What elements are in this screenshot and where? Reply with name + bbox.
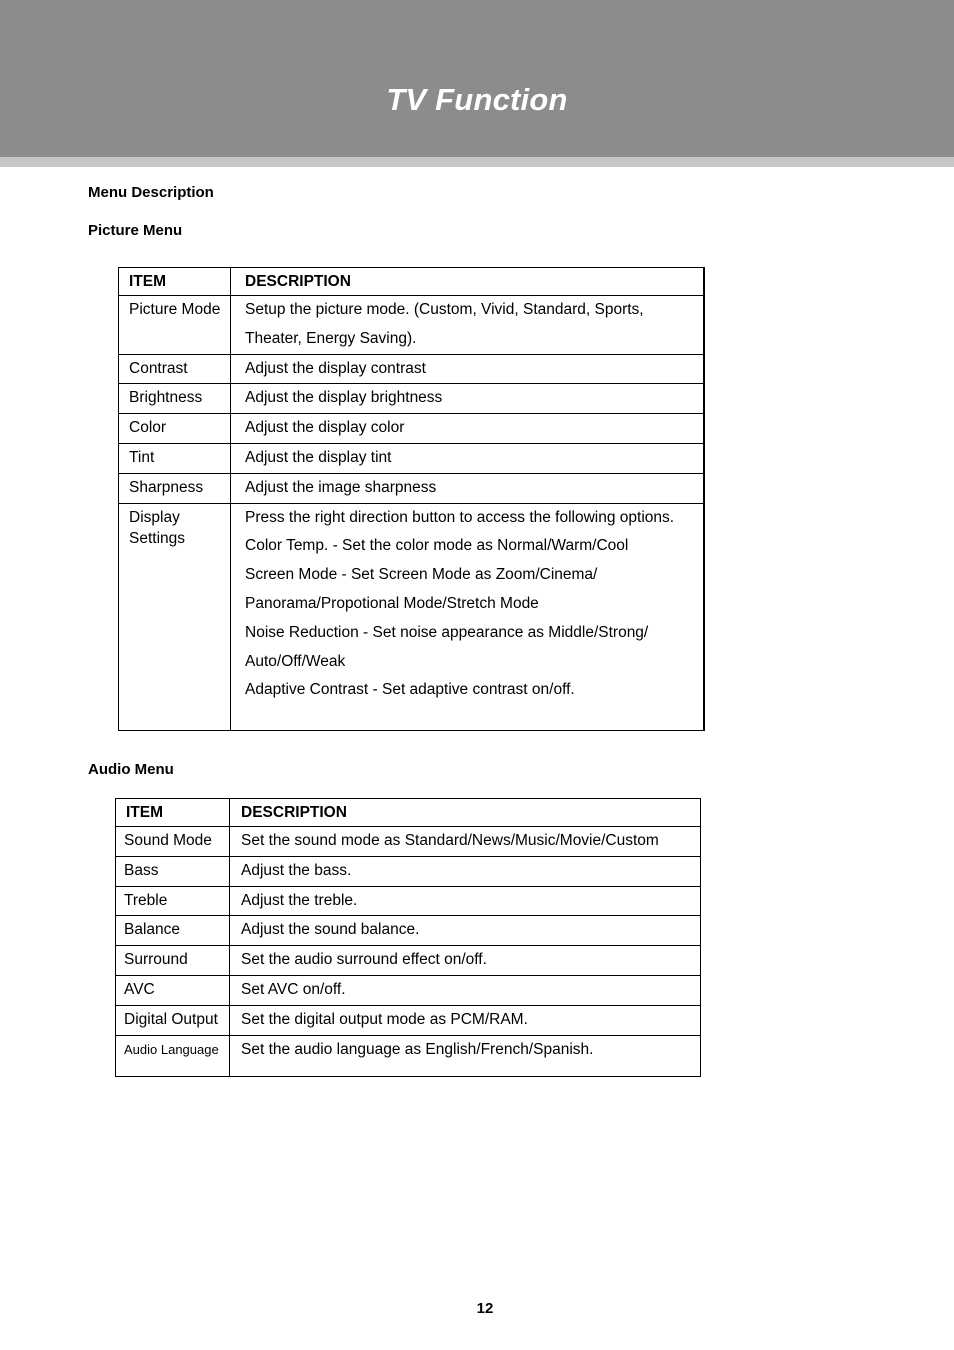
- row-item: AVC: [124, 980, 155, 998]
- row-description-line: Screen Mode - Set Screen Mode as Zoom/Cinema/: [245, 566, 598, 584]
- row-description-line: Auto/Off/Weak: [245, 652, 346, 670]
- table-row: [119, 443, 705, 473]
- audio-menu-table: [115, 798, 701, 1077]
- row-item: Picture Mode: [129, 301, 221, 318]
- row-description-line: Adjust the display color: [245, 419, 405, 437]
- row-description-line: Adjust the bass.: [241, 861, 352, 879]
- audio-menu-heading: Audio Menu: [88, 761, 174, 778]
- row-item: Surround: [124, 951, 188, 969]
- row-item: Audio Language: [124, 1041, 219, 1057]
- row-description-line: Set the audio language as English/French/Spanish.: [241, 1040, 594, 1058]
- table-row: [116, 946, 701, 976]
- table-row: [119, 296, 705, 355]
- table-row: [119, 473, 705, 503]
- header-band: [0, 0, 954, 157]
- row-item: Brightness: [129, 389, 203, 407]
- table-header-row: [119, 268, 705, 296]
- page-title: TV Function: [386, 82, 568, 117]
- row-description-line: Set the digital output mode as PCM/RAM.: [241, 1010, 528, 1028]
- row-item: Treble: [124, 891, 168, 909]
- row-description-line: Adjust the display brightness: [245, 389, 443, 407]
- column-header-item: ITEM: [129, 273, 167, 290]
- row-item: Bass: [124, 861, 159, 879]
- page-number: 12: [476, 1300, 494, 1317]
- row-description-line: Set AVC on/off.: [241, 980, 346, 998]
- table-row: [116, 1005, 701, 1035]
- column-header-description: DESCRIPTION: [241, 804, 347, 821]
- row-description-line: Set the audio surround effect on/off.: [241, 951, 487, 969]
- row-item: Tint: [129, 448, 155, 466]
- row-description-line: Noise Reduction - Set noise appearance as Middle/Strong/: [245, 623, 649, 641]
- row-description-line: Adjust the sound balance.: [241, 921, 420, 939]
- table-row: [119, 503, 705, 731]
- row-description-line: Adaptive Contrast - Set adaptive contrast on/off.: [245, 681, 575, 699]
- section-title: Menu Description: [88, 184, 214, 201]
- table-row: [119, 414, 705, 444]
- picture-menu-heading: Picture Menu: [88, 222, 183, 239]
- table-row: [116, 975, 701, 1005]
- row-description-line: Adjust the image sharpness: [245, 478, 437, 496]
- table-header-row: [116, 799, 701, 827]
- row-item: Balance: [124, 921, 181, 939]
- table-row: [119, 354, 705, 384]
- row-description-line: Set the sound mode as Standard/News/Music/Movie/Custom: [241, 832, 659, 849]
- row-item: Display Settings: [129, 508, 186, 547]
- column-header-item: ITEM: [126, 804, 164, 821]
- table-row: [119, 384, 705, 414]
- row-item: Sound Mode: [124, 832, 212, 849]
- row-item: Sharpness: [129, 478, 204, 496]
- column-header-description: DESCRIPTION: [245, 273, 351, 290]
- picture-menu-table: [118, 267, 705, 731]
- row-description-line: Press the right direction button to access the following options.: [245, 508, 675, 526]
- table-row: [116, 856, 701, 886]
- row-item: Contrast: [129, 359, 188, 377]
- table-row: [116, 916, 701, 946]
- row-description-line: Adjust the display contrast: [245, 359, 426, 377]
- table-row: [116, 886, 701, 916]
- row-description-line: Color Temp. - Set the color mode as Normal/Warm/Cool: [245, 537, 629, 555]
- row-item: Color: [129, 419, 167, 437]
- row-description-line: Theater, Energy Saving).: [245, 329, 417, 347]
- table-row: [116, 1035, 701, 1076]
- table-row: [116, 827, 701, 857]
- header-stripe: [0, 157, 954, 167]
- row-description-line: Setup the picture mode. (Custom, Vivid, Standard, Sports,: [245, 301, 644, 318]
- row-description-line: Panorama/Propotional Mode/Stretch Mode: [245, 594, 539, 612]
- row-item: Digital Output: [124, 1010, 218, 1028]
- row-description-line: Adjust the treble.: [241, 891, 358, 909]
- row-description-line: Adjust the display tint: [245, 448, 392, 466]
